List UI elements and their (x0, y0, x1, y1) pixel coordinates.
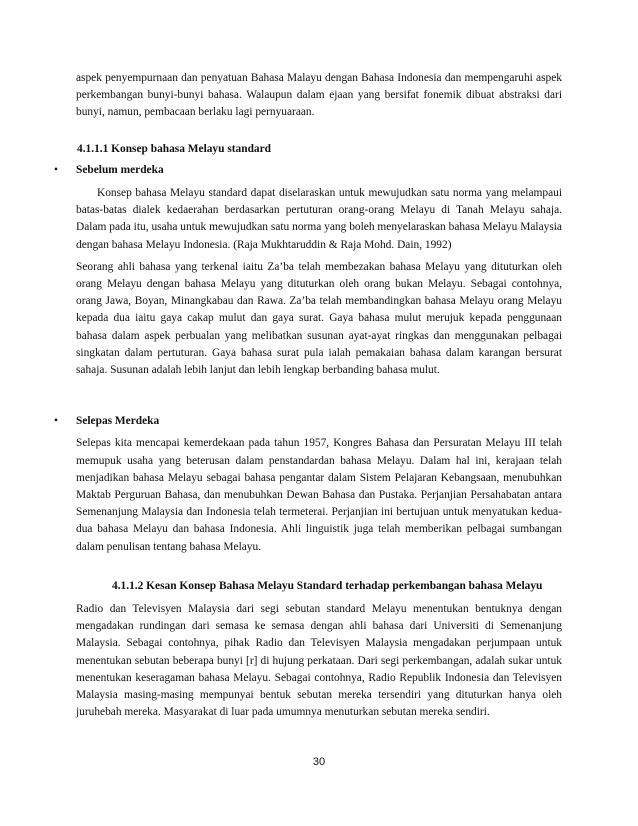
bullet-selepas-label: Selepas Merdeka (76, 415, 160, 428)
radio-televisyen-paragraph: Radio dan Televisyen Malaysia dari segi sebutan standard Melayu menentukan bentuknya dengan mengadakan rundingan dari semasa ke semasa dengan ahli bahasa dari Universiti di Semenanjung Malaysia. Sebagai contohnya, pihak Radio dan Televisyen Malaysia mengadakan perjumpaan untuk menentukan sebutan beberapa bunyi [r] di hujung perkataan. Dari segi perkembangan, adalah sukar untuk menentukan keseragaman bahasa Melayu. Sebagai contohnya, Radio Republik Indonesia dan Televisyen Malaysia masing-masing mempunyai bentuk sebutan mereka tersendiri yang dituturkan hanya oleh juruhebah mereka. Masyarakat di luar pada umumnya menuturkan sebutan mereka sendiri. (76, 603, 562, 719)
bullet-icon: • (54, 163, 58, 176)
section-4112-heading: 4.1.1.2 Kesan Konsep Bahasa Melayu Standard terhadap perkembangan bahasa Melayu (112, 579, 543, 592)
bullet-sebelum-merdeka (54, 162, 562, 179)
intro-paragraph: aspek penyempurnaan dan penyatuan Bahasa Malayu dengan Bahasa Indonesia dan mempengaruhi aspek perkembangan bunyi-bunyi bahasa. Walaupun dalam ejaan yang bersifat fonemik dibuat abstraksi dari bunyi, namun, pembacaan berlaku lagi pernyuaraan. (76, 72, 562, 119)
document-page (54, 70, 562, 722)
bullet-selepas-merdeka (54, 413, 562, 430)
bullet-sebelum-label: Sebelum merdeka (76, 163, 164, 176)
zaba-paragraph: Seorang ahli bahasa yang terkenal iaitu Za’ba telah membezakan bahasa Melayu yang dituturkan oleh orang Melayu dengan bahasa Melayu yang dituturkan oleh orang bukan Melayu. Sebagai contohnya, orang Jawa, Boyan, Minangkabau dan Rawa. Za’ba telah membandingkan bahasa Melayu orang Melayu kepada dua iaitu gaya cakap mulut dan gaya surat. Gaya bahasa mulut merujuk kepada penggunaan bahasa dalam aspek perbualan yang melibatkan susunan ayat-ayat ringkas dan menggunakan pelbagai singkatan dalam pertuturan. Gaya bahasa surat pula ialah pemakaian bahasa dalam karangan bersurat sahaja. Susunan adalah lebih lanjut dan lebih lengkap berbanding bahasa mulut. (76, 260, 562, 377)
sebelum-merdeka-paragraph: Konsep bahasa Melayu standard dapat diselaraskan untuk mewujudkan satu norma yang melampaui batas-batas dialek kedaerahan berdasarkan pertuturan orang-orang Melayu di Tanah Melayu sahaja. Dalam pada itu, usaha untuk mewujudkan satu norma yang boleh menyelaraskan bahasa Melayu Malaysia dengan bahasa Melayu Indonesia. (Raja Mukhtaruddin & Raja Mohd. Dain, 1992) (76, 187, 562, 251)
selepas-merdeka-paragraph: Selepas kita mencapai kemerdekaan pada tahun 1957, Kongres Bahasa dan Persuratan Melayu III telah memupuk usaha yang beterusan dalam penstandardan bahasa Melayu. Dalam hal ini, kerajaan telah menjadikan bahasa Melayu sebagai bahasa pengantar dalam Sistem Pelajaran Kebangsaan, menubuhkan Maktab Perguruan Bahasa, dan menubuhkan Dewan Bahasa dan Pustaka. Perjanjian Persahabatan antara Semenanjung Malaysia dan Indonesia telah termeterai. Perjanjian ini bertujuan untuk menyatukan kedua-dua bahasa Melayu dan bahasa Indonesia. Ahli linguistik juga telah memberikan pelbagai sumbangan dalam penulisan tentang bahasa Melayu. (76, 437, 562, 553)
bullet-icon: • (54, 415, 58, 428)
section-4111-heading: 4.1.1.1 Konsep bahasa Melayu standard (77, 142, 271, 155)
page-number: 30 (312, 756, 326, 768)
